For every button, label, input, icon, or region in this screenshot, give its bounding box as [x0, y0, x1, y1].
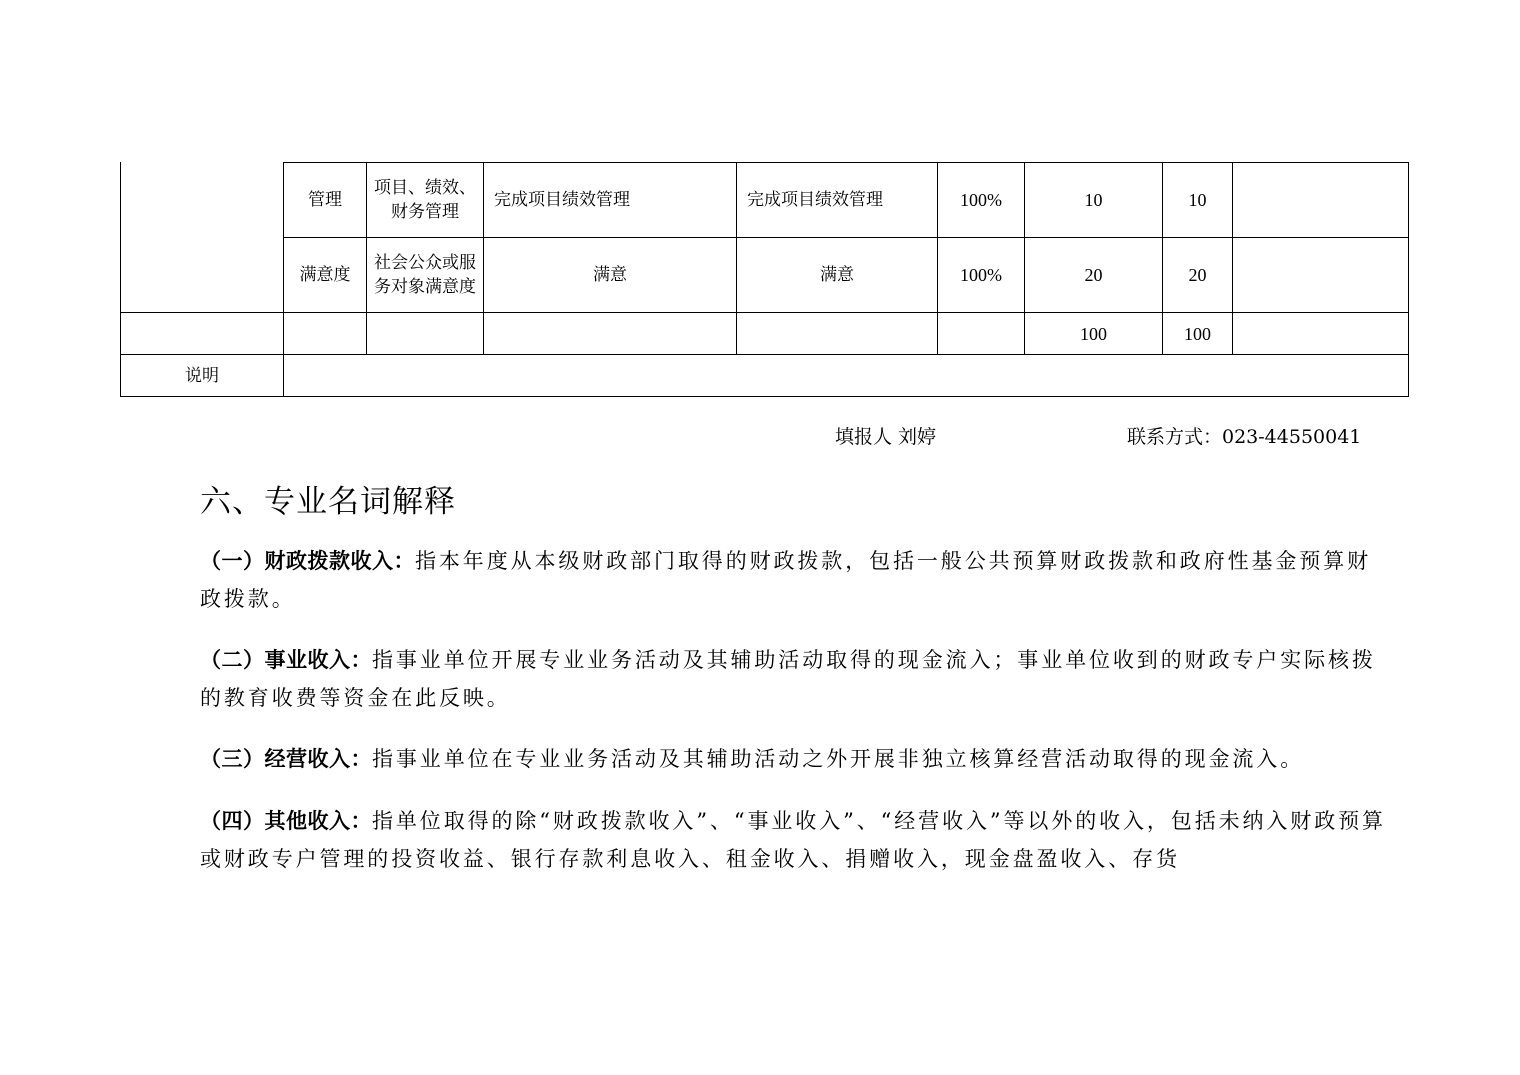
table-cell-rate [938, 313, 1024, 354]
table-cell-subindicator: 社会公众或服务对象满意度 [374, 253, 476, 297]
table-cell-actual: 完成项目绩效管理 [747, 190, 883, 210]
contact-info: 联系方式：023-44550041 [1127, 426, 1362, 448]
table-cell-score: 10 [1188, 190, 1207, 210]
table-cell-target: 完成项目绩效管理 [494, 190, 630, 210]
table-cell-subindicator [367, 313, 483, 354]
definition-item [200, 542, 1390, 618]
remark-label: 说明 [185, 365, 219, 386]
table-cell-score: 20 [1188, 265, 1207, 285]
table-cell-rate: 100% [960, 190, 1002, 210]
remark-value [284, 355, 1408, 396]
table-cell-actual: 满意 [820, 265, 854, 285]
table-cell-note [1233, 313, 1408, 354]
filler-name: 填报人 刘婷 [835, 426, 937, 448]
definition-term: （三）经营收入： [200, 746, 372, 771]
definition-term: （一）财政拨款收入： [200, 548, 415, 573]
table-cell-indicator [284, 313, 366, 354]
table-cell-target [484, 313, 736, 354]
table-cell-weight: 20 [1084, 265, 1103, 285]
section-title: 六、专业名词解释 [200, 484, 456, 520]
table-cell-actual [737, 313, 937, 354]
definition-text: 指本年度从本级财政部门取得的财政拨款，包括一般公共预算财政拨款和政府性基金预算财政拨款。 [200, 549, 1371, 611]
definition-item [200, 802, 1390, 878]
table-cell-subindicator: 项目、绩效、财务管理 [374, 178, 476, 222]
definition-text: 指事业单位在专业业务活动及其辅助活动之外开展非独立核算经营活动取得的现金流入。 [372, 747, 1305, 771]
table-cell-total-weight: 100 [1080, 323, 1107, 344]
definition-text: 指单位取得的除“财政拨款收入”、“事业收入”、“经营收入”等以外的收入，包括未纳入财政预算或财政专户管理的投资收益、银行存款利息收入、租金收入、捐赠收入，现金盘盈收入、存货 [200, 809, 1386, 871]
table-cell-indicator: 管理 [308, 190, 342, 210]
table-cell-rate: 100% [960, 265, 1002, 285]
table-cell-target: 满意 [593, 265, 627, 285]
table-cell-note [1233, 163, 1408, 237]
definition-term: （二）事业收入： [200, 647, 372, 672]
definition-term: （四）其他收入： [200, 808, 372, 833]
definition-text: 指事业单位开展专业业务活动及其辅助活动取得的现金流入；事业单位收到的财政专户实际核拨的教育收费等资金在此反映。 [200, 648, 1376, 710]
definition-item [200, 641, 1390, 717]
performance-table [120, 162, 1409, 397]
table-cell-indicator: 满意度 [299, 265, 351, 285]
definition-item [200, 740, 1390, 778]
table-cell-weight: 10 [1084, 190, 1103, 210]
table-cell-note [1233, 238, 1408, 312]
table-cell-total-score: 100 [1184, 323, 1211, 344]
